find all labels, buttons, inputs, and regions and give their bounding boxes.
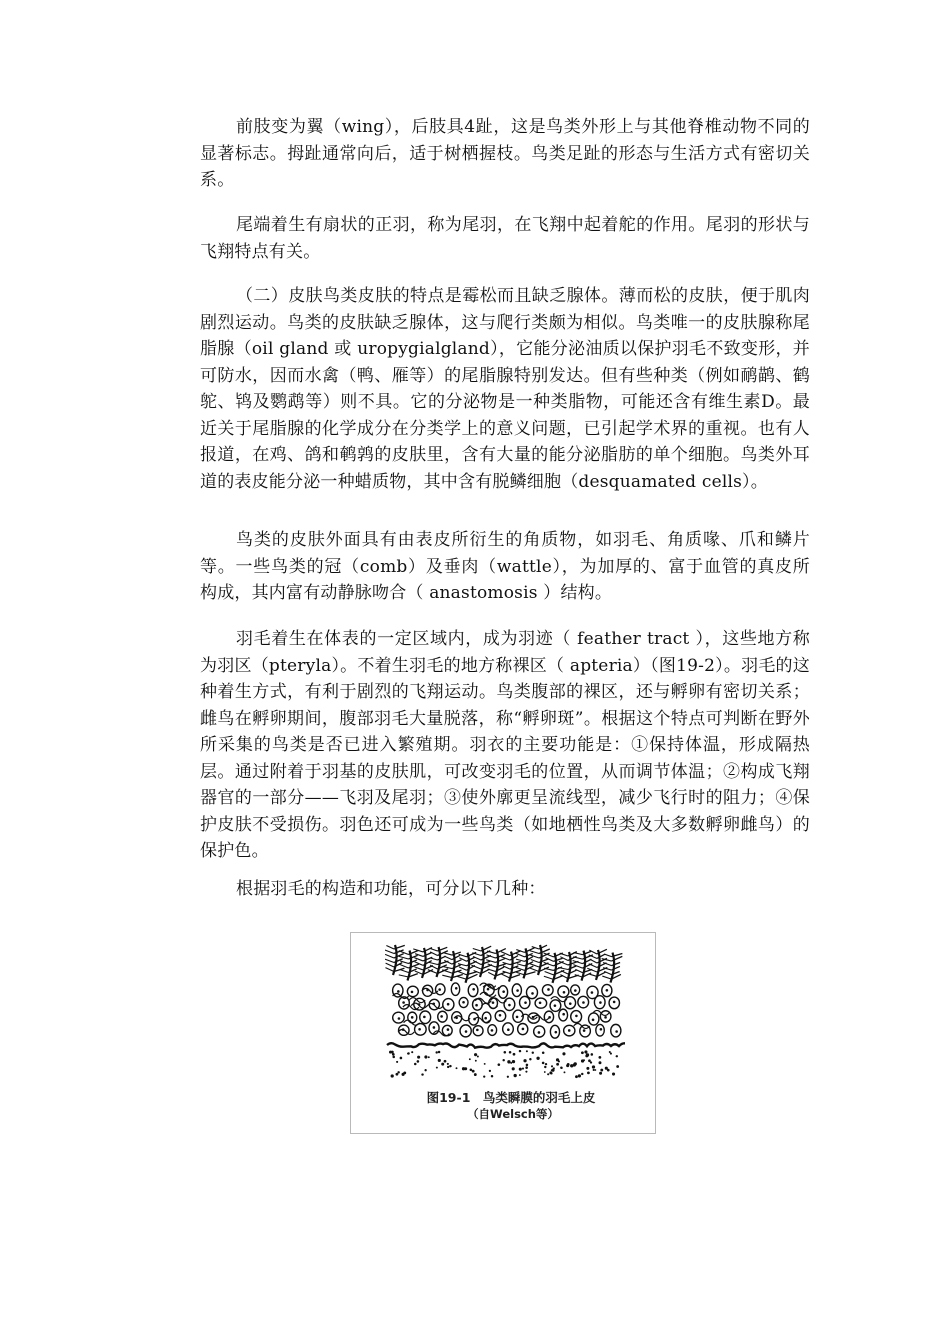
feather-epithelium-illustration [385,941,625,1081]
figure-caption: 图19-1 鸟类瞬膜的羽毛上皮 [426,1090,596,1105]
paragraph-keratin-derivatives: 鸟类的皮肤外面具有由表皮所衍生的角质物，如羽毛、角质喙、爪和鳞片等。一些鸟类的冠（comb）及垂肉（wattle），为加厚的、富于血管的真皮所构成，其内富有动静脉吻合（ anastomosis ）结构。 [200,530,810,603]
figure-source: （自Welsch等） [467,1107,559,1121]
paragraph-feather-types-intro: 根据羽毛的构造和功能，可分以下几种： [236,879,546,899]
paragraph-feather-tracts: 羽毛着生在体表的一定区域内，成为羽迹（ feather tract ），这些地方称为羽区（pteryla）。不着生羽毛的地方称裸区（ apteria）（图19-2）。羽毛的这种着生方式，有利于剧烈的飞翔运动。鸟类腹部的裸区，还与孵卵有密切关系；雌鸟在孵卵期间，腹部羽毛大量脱落，称“孵卵斑”。根据这个特点可判断在野外所采集的鸟类是否已进入繁殖期。羽衣的主要功能是：①保持体温，形成隔热层。通过附着于羽基的皮肤肌，可改变羽毛的位置，从而调节体温；②构成飞翔器官的一部分——飞羽及尾羽；③使外廓更呈流线型，减少飞行时的阻力；④保护皮肤不受损伤。羽色还可成为一些鸟类（如地栖性鸟类及大多数孵卵雌鸟）的保护色。 [200,629,810,861]
paragraph-forelimb-wing: 前肢变为翼（wing），后肢具4趾，这是鸟类外形上与其他脊椎动物不同的显著标志。拇趾通常向后，适于树栖握枝。鸟类足趾的形态与生活方式有密切关系。 [200,117,810,190]
paragraph-tail-feathers: 尾端着生有扇状的正羽，称为尾羽，在飞翔中起着舵的作用。尾羽的形状与飞翔特点有关。 [200,215,810,262]
figure-feather-epithelium [350,932,656,1134]
paragraph-skin: （二）皮肤鸟类皮肤的特点是霉松而且缺乏腺体。薄而松的皮肤，便于肌肉剧烈运动。鸟类的皮肤缺乏腺体，这与爬行类颇为相似。鸟类唯一的皮肤腺称尾脂腺（oil gland 或 uropygialgland），它能分泌油质以保护羽毛不致变形，并可防水，因而水禽（鸭、雁等）的尾脂腺特别发达。但有些种类（例如鸸鹋、鹤鸵、鸨及鹦鹉等）则不具。它的分泌物是一种类脂物，可能还含有维生素D。最近关于尾脂腺的化学成分在分类学上的意义问题，已引起学术界的重视。也有人报道，在鸡、鸽和鹌鹑的皮肤里，含有大量的能分泌脂肪的单个细胞。鸟类外耳道的表皮能分泌一种蜡质物，其中含有脱鳞细胞（desquamated cells）。 [200,286,810,492]
